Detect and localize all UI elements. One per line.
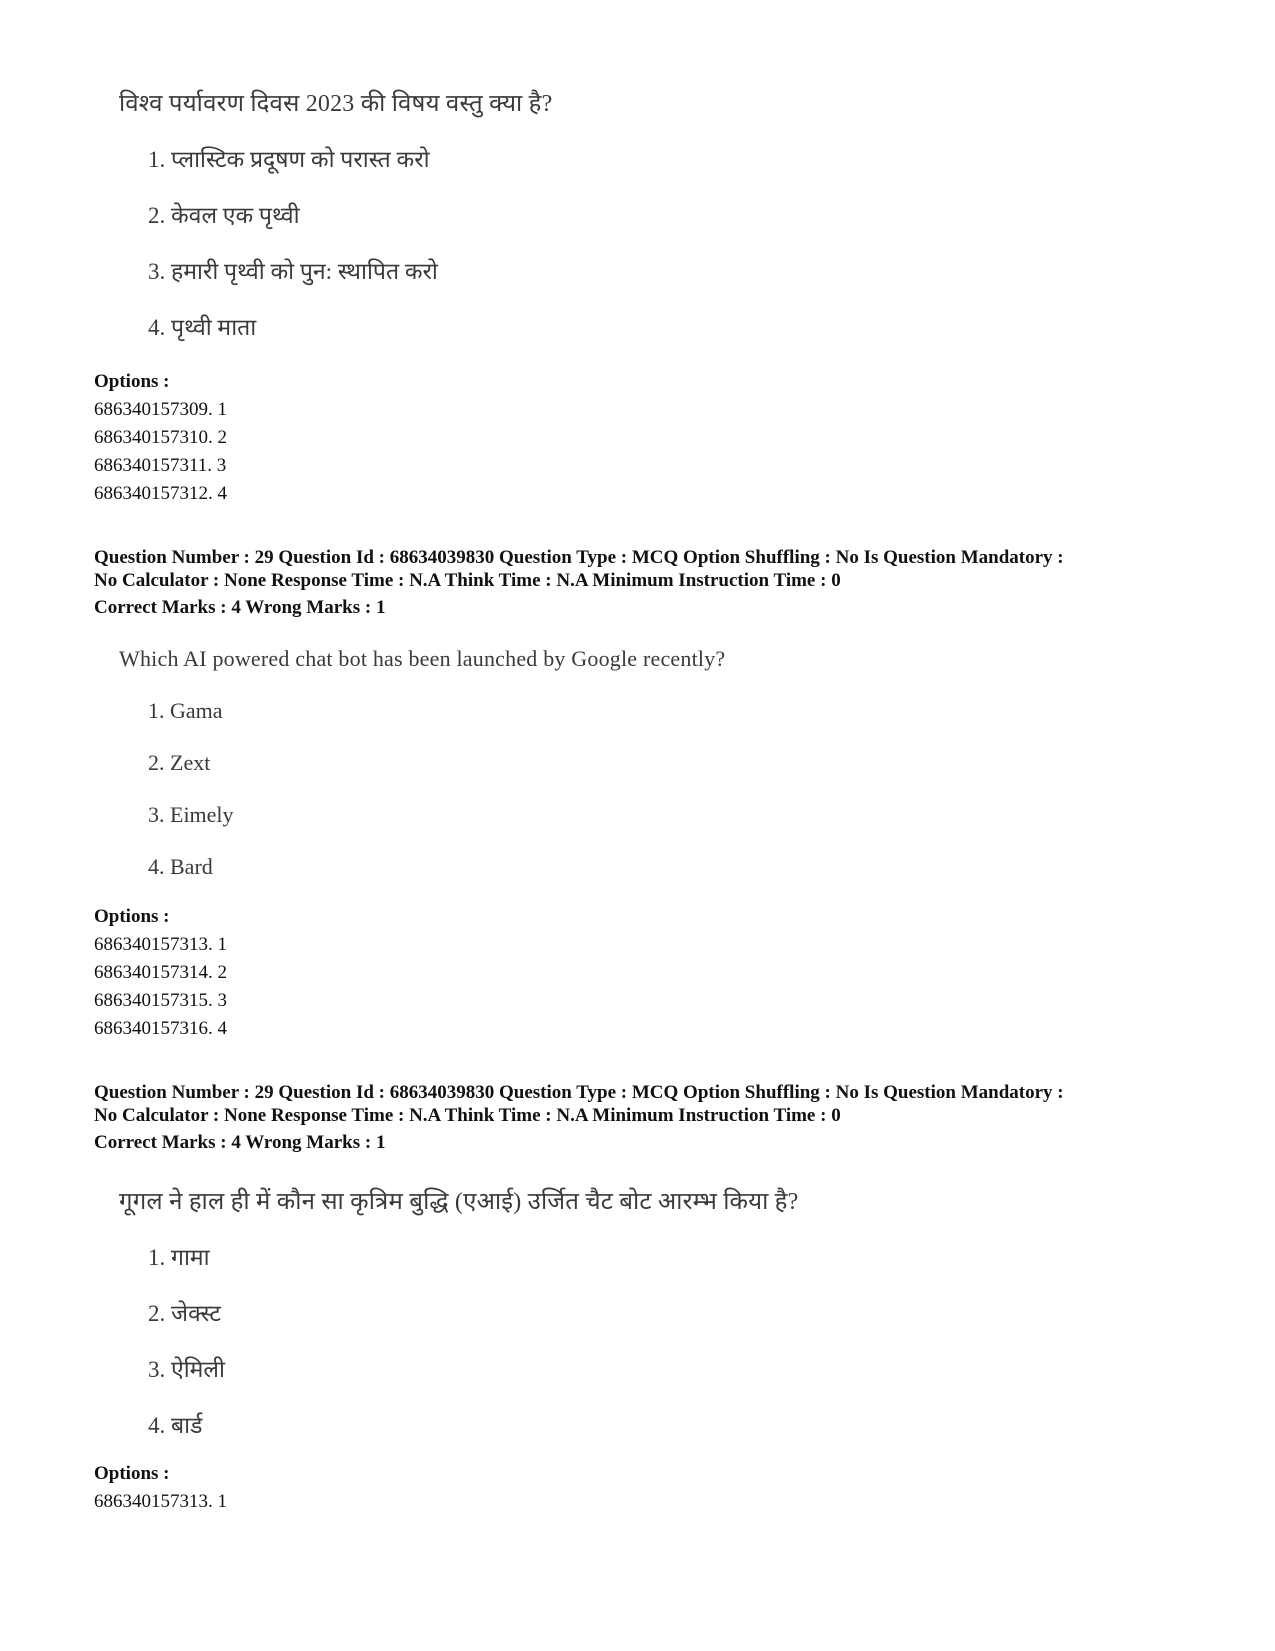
options-label: Options : — [94, 1463, 170, 1484]
choice-4: 4. बार्ड — [148, 1413, 203, 1438]
question-meta-line-2: No Calculator : None Response Time : N.A Think Time : N.A Minimum Instruction Time : 0 — [94, 1105, 841, 1126]
choice-1: 1. Gama — [148, 698, 223, 723]
question-text: विश्व पर्यावरण दिवस 2023 की विषय वस्तु क्या है? — [119, 91, 553, 117]
options-label: Options : — [94, 371, 170, 392]
option-id-1: 686340157313. 1 — [94, 934, 227, 955]
question-meta-line-2: No Calculator : None Response Time : N.A Think Time : N.A Minimum Instruction Time : 0 — [94, 570, 841, 591]
choice-2: 2. Zext — [148, 750, 211, 775]
choice-4: 4. Bard — [148, 854, 213, 879]
option-id-3: 686340157315. 3 — [94, 990, 227, 1011]
question-text: गूगल ने हाल ही में कौन सा कृत्रिम बुद्धि (एआई) उर्जित चैट बोट आरम्भ किया है? — [119, 1189, 799, 1215]
question-meta-line-1: Question Number : 29 Question Id : 68634039830 Question Type : MCQ Option Shuffling : No Is Question Mandatory : — [94, 547, 1064, 568]
option-id-4: 686340157312. 4 — [94, 483, 227, 504]
marks-line: Correct Marks : 4 Wrong Marks : 1 — [94, 597, 386, 618]
question-text: Which AI powered chat bot has been launched by Google recently? — [119, 646, 726, 671]
option-id-2: 686340157314. 2 — [94, 962, 227, 983]
option-id-3: 686340157311. 3 — [94, 455, 227, 476]
choice-4: 4. पृथ्वी माता — [148, 315, 257, 340]
option-id-4: 686340157316. 4 — [94, 1018, 227, 1039]
choice-1: 1. गामा — [148, 1245, 210, 1270]
marks-line: Correct Marks : 4 Wrong Marks : 1 — [94, 1132, 386, 1153]
choice-3: 3. हमारी पृथ्वी को पुन: स्थापित करो — [148, 259, 438, 284]
question-meta-line-1: Question Number : 29 Question Id : 68634039830 Question Type : MCQ Option Shuffling : No Is Question Mandatory : — [94, 1082, 1064, 1103]
choice-1: 1. प्लास्टिक प्रदूषण को परास्त करो — [148, 147, 430, 172]
choice-3: 3. Eimely — [148, 802, 234, 827]
option-id-1: 686340157309. 1 — [94, 399, 227, 420]
option-id-1: 686340157313. 1 — [94, 1491, 227, 1512]
choice-3: 3. ऐमिली — [148, 1357, 225, 1382]
choice-2: 2. जेक्स्ट — [148, 1301, 222, 1326]
option-id-2: 686340157310. 2 — [94, 427, 227, 448]
options-label: Options : — [94, 906, 170, 927]
choice-2: 2. केवल एक पृथ्वी — [148, 203, 300, 228]
